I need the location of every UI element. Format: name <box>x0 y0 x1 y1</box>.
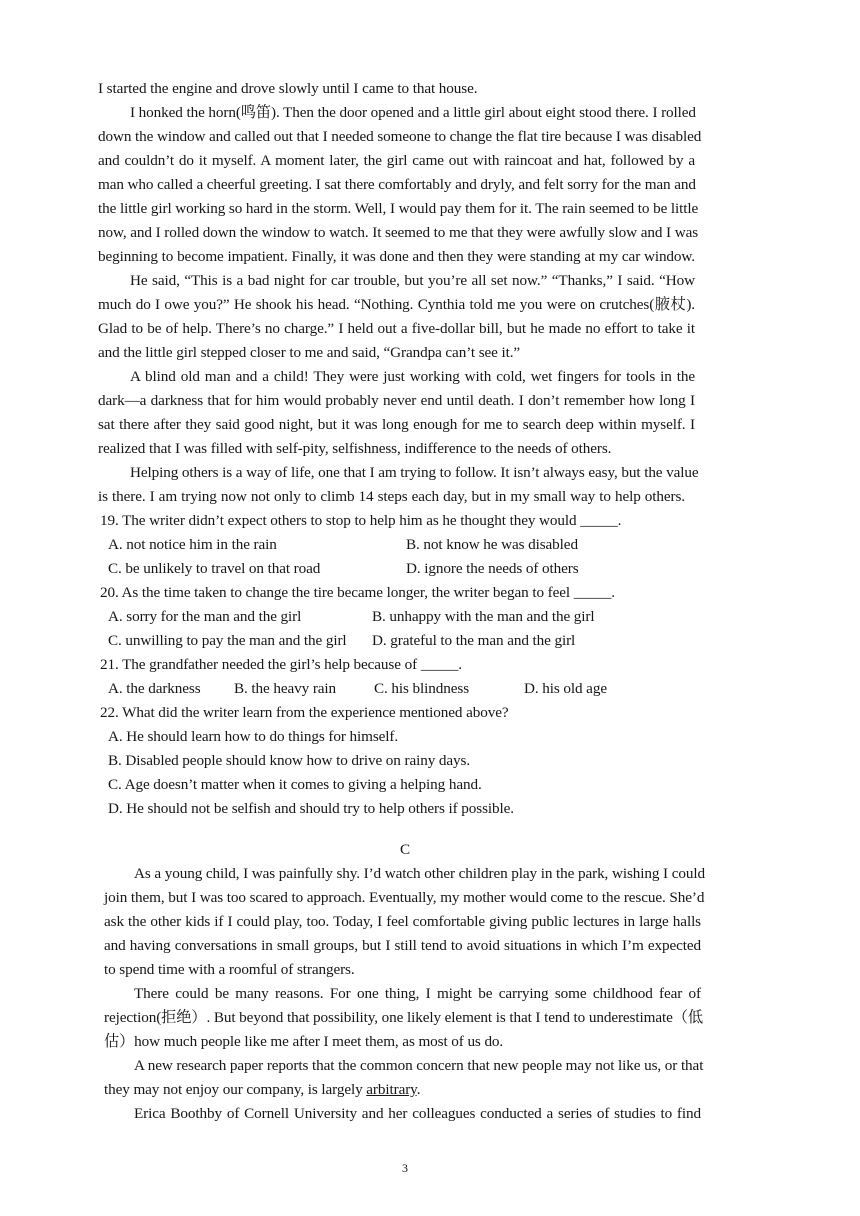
passage-line: rejection(拒绝）. But beyond that possibility, one likely element is that I tend to underestimate（低 <box>104 1009 703 1026</box>
option-b: B. Disabled people should know how to drive on rainy days. <box>108 752 471 769</box>
passage-line: Glad to be of help. There’s no charge.” I held out a five-dollar bill, but he made no effort to take it <box>98 320 695 337</box>
option-a: A. sorry for the man and the girl <box>108 608 302 625</box>
passage-line: and the little girl stepped closer to me and said, “Grandpa can’t see it.” <box>98 344 521 361</box>
passage-line: to spend time with a roomful of strangers. <box>104 961 355 978</box>
option-a: A. not notice him in the rain <box>108 536 277 553</box>
passage-line: man who called a cheerful greeting. I sat there comfortably and dryly, and felt sorry for the man and <box>98 176 696 193</box>
section-heading: C <box>399 841 411 858</box>
passage-line: now, and I rolled down the window to watch. It seemed to me that they were awfully slow and I was <box>98 224 699 241</box>
option-c: C. his blindness <box>374 680 470 697</box>
option-a: A. the darkness <box>108 680 201 697</box>
question-stem: 22. What did the writer learn from the experience mentioned above? <box>100 704 509 721</box>
question-stem: 21. The grandfather needed the girl’s help because of _____. <box>100 656 462 673</box>
option-d: D. He should not be selfish and should try to help others if possible. <box>108 800 514 817</box>
option-d: D. ignore the needs of others <box>406 560 579 577</box>
passage-text: they may not enjoy our company, is largely <box>104 1081 367 1098</box>
page-number: 3 <box>402 1161 408 1175</box>
option-b: B. the heavy rain <box>234 680 337 697</box>
passage-line: beginning to become impatient. Finally, it was done and then they were standing at my car window. <box>98 248 695 265</box>
option-b: B. not know he was disabled <box>406 536 578 553</box>
passage-line: down the window and called out that I needed someone to change the flat tire because I was disabled <box>98 128 702 145</box>
passage-line: ask the other kids if I could play, too. Today, I feel comfortable giving public lectures in large halls <box>104 913 701 930</box>
passage-line: and couldn’t do it myself. A moment later, the girl came out with raincoat and hat, followed by a <box>98 152 695 169</box>
option-c: C. Age doesn’t matter when it comes to giving a helping hand. <box>108 776 482 793</box>
passage-line: A blind old man and a child! They were just working with cold, wet fingers for tools in the <box>130 368 695 385</box>
option-c: C. be unlikely to travel on that road <box>108 560 321 577</box>
passage-line: the little girl working so hard in the storm. Well, I would pay them for it. The rain seemed to be little <box>98 200 699 217</box>
passage-line: Helping others is a way of life, one that I am trying to follow. It isn’t always easy, but the value <box>130 464 699 481</box>
passage-line: As a young child, I was painfully shy. I’d watch other children play in the park, wishing I could <box>134 865 705 882</box>
option-d: D. his old age <box>524 680 607 697</box>
passage-line <box>104 1080 420 1100</box>
passage-line: I started the engine and drove slowly until I came to that house. <box>98 80 478 97</box>
passage-line: He said, “This is a bad night for car trouble, but you’re all set now.” “Thanks,” I said. “How <box>130 272 695 289</box>
underlined-word: arbitrary <box>366 1081 417 1098</box>
option-c: C. unwilling to pay the man and the girl <box>108 632 347 649</box>
option-a: A. He should learn how to do things for himself. <box>108 728 399 745</box>
passage-line: much do I owe you?” He shook his head. “Nothing. Cynthia told me you were on crutches(腋杖). <box>98 296 695 313</box>
passage-line: There could be many reasons. For one thing, I might be carrying some childhood fear of <box>134 985 701 1002</box>
passage-line: and having conversations in small groups, but I still tend to avoid situations in which I’m expected <box>104 937 701 954</box>
passage-line: sat there after they said good night, but it was long enough for me to search deep within myself. I <box>98 416 695 433</box>
passage-line: 估）how much people like me after I meet them, as most of us do. <box>104 1033 504 1050</box>
passage-line: I honked the horn(鸣笛). Then the door opened and a little girl about eight stood there. I rolled <box>130 104 696 121</box>
question-stem: 19. The writer didn’t expect others to stop to help him as he thought they would _____. <box>100 512 622 529</box>
passage-line: join them, but I was too scared to approach. Eventually, my mother would come to the rescue. She’d <box>104 889 705 906</box>
passage-text: . <box>416 1081 421 1098</box>
passage-line: is there. I am trying now not only to climb 14 steps each day, but in my small way to help others. <box>98 488 685 505</box>
passage-line: realized that I was filled with self-pity, selfishness, indifference to the needs of others. <box>98 440 612 457</box>
passage-line: Erica Boothby of Cornell University and her colleagues conducted a series of studies to find <box>134 1105 701 1122</box>
option-d: D. grateful to the man and the girl <box>372 632 576 649</box>
option-b: B. unhappy with the man and the girl <box>372 608 595 625</box>
question-stem: 20. As the time taken to change the tire became longer, the writer began to feel _____. <box>100 584 615 601</box>
passage-line: dark—a darkness that for him would probably never end until death. I don’t remember how long I <box>98 392 695 409</box>
passage-line: A new research paper reports that the common concern that new people may not like us, or that <box>134 1057 704 1074</box>
